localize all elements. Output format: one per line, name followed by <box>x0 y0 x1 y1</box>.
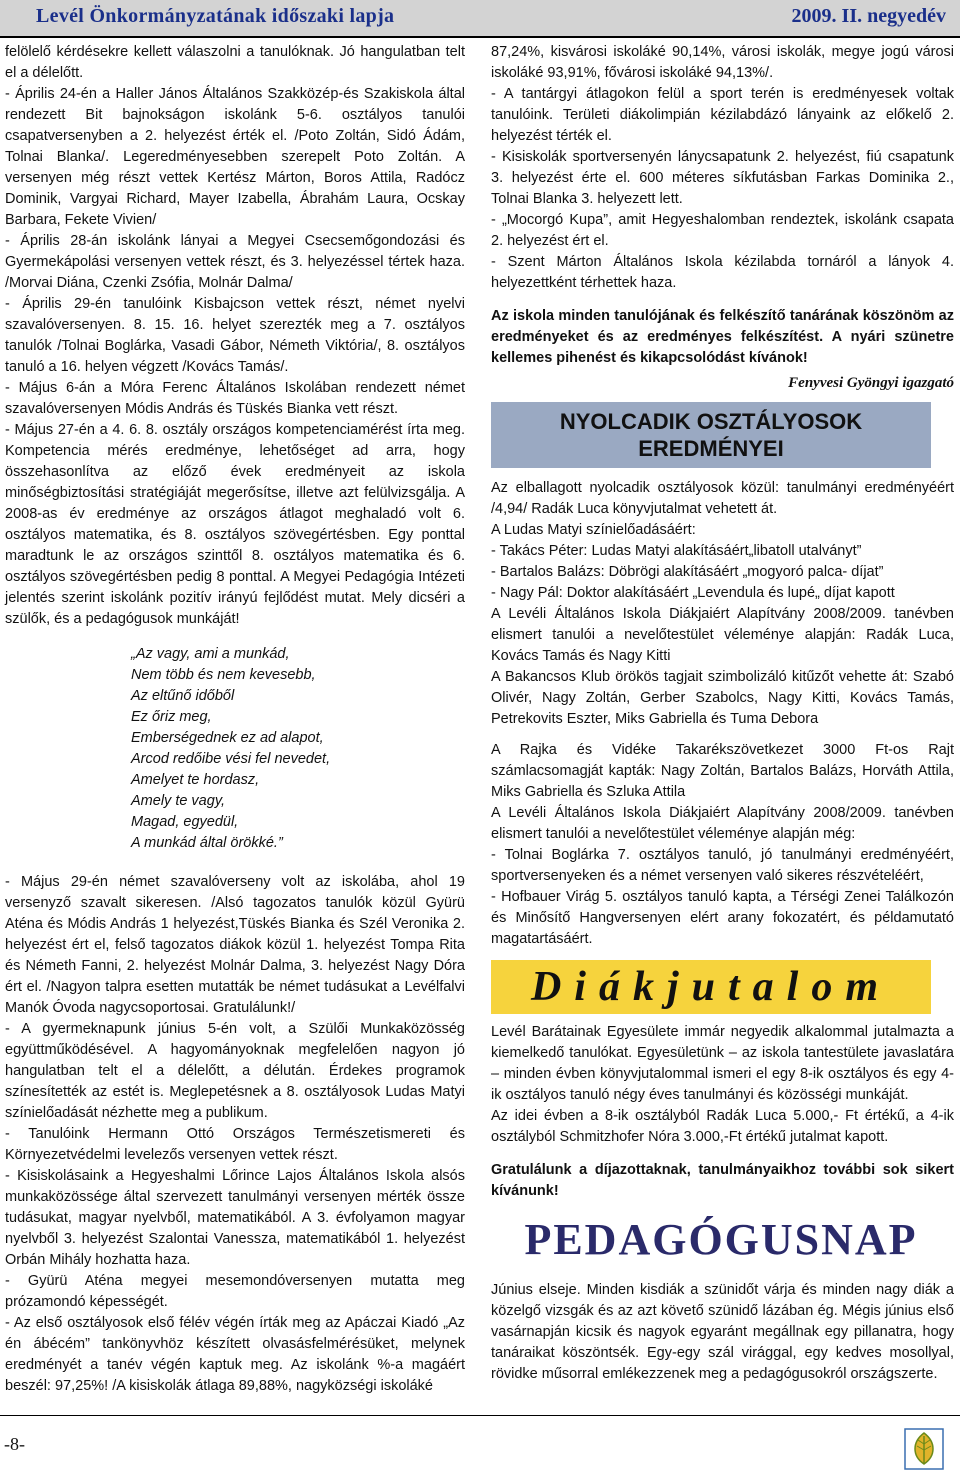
paragraph: A Ludas Matyi színielőadásáért: <box>491 522 696 538</box>
paragraph: - Szent Márton Általános Iskola kézilabda tornáról a lányok 4. helyezettként térhettek haza. <box>491 254 954 291</box>
left-column <box>5 42 465 1397</box>
paragraph: - Április 29-én tanulóink Kisbajcson vettek részt, német nyelvi szavalóversenyen. 8. 15. 16. helyet szerezték meg a 7. osztályos tanulók /Tolnai Boglárka, Vasadi Gábor, Németh Viktória/, 8. osztályos tanuló a 16. helyen végzett /Kovács Tamás/. <box>5 296 465 375</box>
leaf-logo-icon <box>904 1428 944 1470</box>
paragraph: - A gyermeknapunk június 5-én volt, a Szülői Munkaközösség együttműködésével. A hagyományoknak megfelelően nagyon jó hangulatban telt el a délelőtt, a délután. Érdekes programok színesítették az estét is. Meglepetésnek a 8. osztályosok Ludas Matyi színielőadását nézhette meg a publikum. <box>5 1021 465 1121</box>
issue-label: 2009. II. negyedév <box>791 5 946 27</box>
paragraph: - Tolnai Boglárka 7. osztályos tanuló, jó tanulmányi eredményéért, sportversenyeken és a német versenyen való sikeres részvételéért, <box>491 847 954 884</box>
section-banner-diakjutalom: Diákjutalom <box>491 960 931 1014</box>
signature: Fenyvesi Gyöngyi igazgató <box>788 375 954 391</box>
paragraph: - Kisiskolásaink a Hegyeshalmi Lőrince Lajos Általános Iskola alsós munkaközössége által szervezett tanulmányi versenyen mérték össze tudásukat, magyar nyelvből, matematikából. A 3. évfolyamon magyar nyelvből 3. helyezést Szalontai Vanessza, matematikából 1. helyezést Orbán Mihály hozhatta haza. <box>5 1168 465 1268</box>
paragraph: - Takács Péter: Ludas Matyi alakításáért„libatoll utalványt” <box>491 543 862 559</box>
section-banner-pedagogusnap: PEDAGÓGUSNAP <box>524 1215 918 1264</box>
paragraph: Levél Barátainak Egyesülete immár negyedik alkalommal jutalmazta a kiemelkedő tanulókat. Egyesületünk – az iskola tantestülete javaslatára – minden évben könyvjutalommal ismeri el egy 8-ik osztályos és egy 4-ik osztályos tanuló négy éves tanulmányi és közösségi munkáját. <box>491 1024 954 1103</box>
poem-line: Emberségednek ez ad alapot, <box>131 730 324 746</box>
paragraph: 87,24%, kisvárosi iskoláké 90,14%, városi iskolák, megye jogú városi iskoláké 93,91%, fővárosi iskoláké 94,13%/. <box>491 44 954 81</box>
banner-line: EREDMÉNYEI <box>638 436 784 461</box>
paragraph: A Rajka és Vidéke Takarékszövetkezet 3000 Ft-os Rajt számlacsomagját kapták: Nagy Zoltán, Bartalos Balázs, Horváth Attila, Miks Gabriella és Szluka Attila <box>491 742 954 800</box>
publication-title: Levél Önkormányzatának időszaki lapja <box>36 5 395 27</box>
footer-rule <box>0 1415 960 1416</box>
paragraph: - Gyürü Aténa megyei mesemondóversenyen mutatta meg prózamondó képességét. <box>5 1273 465 1310</box>
poem-line: Ez őriz meg, <box>131 709 212 725</box>
paragraph: Az idei évben a 8-ik osztályból Radák Luca 5.000,- Ft értékű, a 4-ik osztályból Schmitzhofer Nóra 3.000,-Ft értékű jutalmat kapott. <box>491 1108 954 1145</box>
paragraph: - „Mocorgó Kupa”, amit Hegyeshalomban rendeztek, iskolánk csapata 2. helyezést ért el. <box>491 212 954 249</box>
poem-line: Magad, egyedül, <box>131 814 239 830</box>
page-number: -8- <box>4 1434 25 1454</box>
poem-line: Arcod redőibe vési fel nevedet, <box>131 751 331 767</box>
paragraph: - A tantárgyi átlagokon felül a sport terén is eredményesek voltak tanulóink. Területi diákolimpián kézilabdázó lányaink az előkelő 2. helyezést térték el. <box>491 86 954 144</box>
paragraph: - Tanulóink Hermann Ottó Országos Természetismereti és Környezetvédelmi levelezős versenyen vettek részt. <box>5 1126 465 1163</box>
poem-line: A munkád által örökké.” <box>131 835 283 851</box>
paragraph: - Nagy Pál: Doktor alakításáért „Levendula és lupé„ díjat kapott <box>491 585 895 601</box>
poem-line: Az eltűnő időből <box>131 688 235 704</box>
poem-line: Amely te vagy, <box>131 793 226 809</box>
poem <box>131 644 465 854</box>
section-banner-eighth-graders <box>491 402 931 468</box>
page-header <box>0 0 960 38</box>
paragraph: - Bartalos Balázs: Döbrögi alakításáért „mogyoró palca- díjat” <box>491 564 884 580</box>
poem-line: Nem több és nem kevesebb, <box>131 667 316 683</box>
page-footer <box>0 1414 960 1477</box>
poem-line: Amelyet te hordasz, <box>131 772 260 788</box>
paragraph: A Levéli Általános Iskola Diákjaiért Alapítvány 2008/2009. tanévben elismert tanulói a nevelőtestület véleménye alapján még: <box>491 805 954 842</box>
paragraph: Az elballagott nyolcadik osztályosok közül: tanulmányi eredményéért /4,94/ Radák Luca könyvjutalmat vehetett át. <box>491 480 954 517</box>
paragraph: - Az első osztályosok első félév végén írták meg az Apáczai Kiadó „Az én ábécém” tankönyvhöz készített olvasásfelmérésüket, melynek eredményét a tanév végén kaptuk meg. Az iskolánk %-a magáért beszél: 97,25%! /A kisiskolák átlaga 89,88%, nagyközségi iskoláké <box>5 1315 465 1394</box>
paragraph: - Május 6-án a Móra Ferenc Általános Iskolában rendezett német szavalóversenyen Módis András és Tüskés Bianka vett részt. <box>5 380 465 417</box>
paragraph: Június elseje. Minden kisdiák a szünidőt várja és minden nagy diák a közelgő vizsgák és az azt követő szünidő lázában ég. Mégis június első vasárnapján kicsik és nagyok egyaránt megállnak egy pillanatra, hogy tanáraikat köszöntsék. Egy-egy szál virággal, egy kedves mosollyal, rövidke műsorral emlékezzenek meg a pedagógusokról országszerte. <box>491 1282 954 1382</box>
congratulation-notice: Gratulálunk a díjazottaknak, tanulmányaikhoz további sok sikert kívánunk! <box>491 1162 954 1199</box>
paragraph: - Május 27-én a 4. 6. 8. osztály országos kompetenciamérést írta meg. Kompetencia mérés eredménye, lehetőséget ad arra, hogy összehasonlítva az előző évek eredményeit az iskola minőségbiztosítási stratégiáját megerősítse, illetve azt felülvizsgálja. A 2008-as év eredménye az országos átlagot meghaladó volt 6. osztályos matematika, és 8. osztályos szövegértésben. Egy ponttal maradtunk le az országos szinttől 8. osztályos matematika és 6. osztályos szövegértésben pedig 8 ponttal. A Megyei Pedagógia Intézeti jelentés szerint iskolánk pozitív irányú fejlődést mutat. Mely dicséri a szülők, és a pedagógusok munkáját! <box>5 422 465 627</box>
banner-line: NYOLCADIK OSZTÁLYOSOK <box>559 409 863 434</box>
paragraph: - Május 29-én német szavalóverseny volt az iskolába, ahol 19 versenyző szavalt sikeresen. /Alsó tagozatos tanulók közül Gyürü Aténa és Módis András 1 helyezést,Tüskés Bianka és Szél Veronika 2. helyezést ért el, felső tagozatos diákok közül 1. helyezést Tompa Rita és Németh Fanni, 2. helyezést Molnár Dalma, 3. helyezést Nagy Dóra ért el. /Nagyon talpra esetten mutatták be német tudásukat a Levélfalvi Manók Óvoda nagycsoportosai. Gratulálunk!/ <box>5 874 465 1016</box>
paragraph: - Hofbauer Virág 5. osztályos tanuló kapta, a Térségi Zenei Találkozón és Minősítő Hangversenyen elért arany fokozatért, és példamutató magatartásáért. <box>491 889 954 947</box>
poem-line: „Az vagy, ami a munkád, <box>131 646 290 662</box>
paragraph: - Április 24-én a Haller János Általános Szakközép-és Szakiskola által rendezett Bit bajnokságon iskolánk 5-6. osztályos tanulói csapatversenyben a 2. helyezést érték el. /Poto Zoltán, Sidó Ádám, Tolnai Blanka/. Legeredményesebben szerepelt Poto Zoltán. A versenyen még részt vettek Kertész Márton, Boros Attila, Radócz Dominik, Vargyai Richard, Mayer Izabella, Ábrahám Laura, Ocskay Barbara, Fekete Vivien/ <box>5 86 465 228</box>
paragraph: A Levéli Általános Iskola Diákjaiért Alapítvány 2008/2009. tanévben elismert tanulói a nevelőtestület véleménye alapján: Radák Luca, Kovács Tamás és Nagy Kitti <box>491 606 954 664</box>
paragraph: - Kisiskolák sportversenyén lánycsapatunk 2. helyezést, fiú csapatunk 3. helyezést érte el. 600 méteres síkfutásban Farkas Dominika 2., Tolnai Blanka 3. helyezett lett. <box>491 149 954 207</box>
paragraph: A Bakancsos Klub örökös tagjait szimbolizáló kitűzőt vehette át: Szabó Olivér, Nagy Zoltán, Gerber Szabolcs, Nagy Kitti, Kovács Tamás, Petrekovits Eszter, Miks Gabriella és Tuma Debora <box>491 669 954 727</box>
right-column <box>491 42 954 1385</box>
principal-notice: Az iskola minden tanulójának és felkészítő tanárának köszönöm az eredményeket és az eredményes felkészítést. A nyári szünetre kellemes pihenést és kikapcsolódást kívánok! <box>491 308 954 366</box>
paragraph: - Április 28-án iskolánk lányai a Megyei Csecsemőgondozási és Gyermekápolási versenyen vettek részt, és 3. helyezéssel tértek haza. /Morvai Diána, Czenki Zsófia, Molnár Dalma/ <box>5 233 465 291</box>
paragraph: felölelő kérdésekre kellett válaszolni a tanulóknak. Jó hangulatban telt el a délelőtt. <box>5 44 465 81</box>
